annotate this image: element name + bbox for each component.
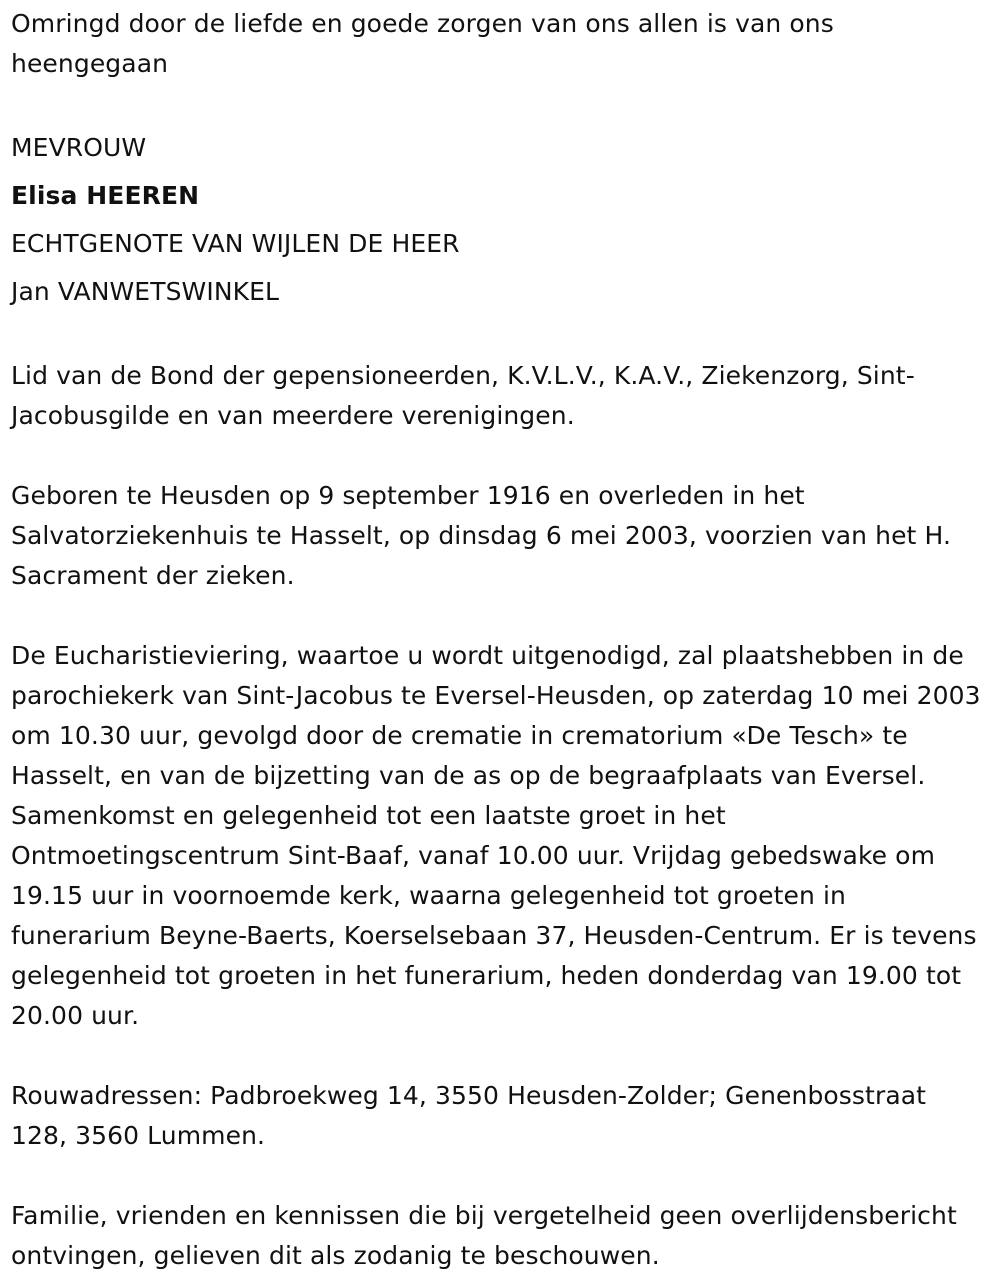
- spacer: [11, 1036, 990, 1076]
- deceased-name: Elisa HEEREN: [11, 181, 200, 210]
- spacer: [11, 596, 990, 636]
- closing-text: Familie, vrienden en kennissen die bij vergetelheid geen overlijdensbericht ontvingen, gelieven dit als zodanig te beschouwen.: [11, 1201, 957, 1270]
- membership-text: Lid van de Bond der gepensioneerden, K.V.L.V., K.A.V., Ziekenzorg, Sint-Jacobusgilde en van meerdere verenigingen.: [11, 361, 915, 430]
- spacer: [11, 316, 990, 356]
- birth-death-text: Geboren te Heusden op 9 september 1916 en overleden in het Salvatorziekenhuis te Hasselt, op dinsdag 6 mei 2003, voorzien van het H. Sacrament der zieken.: [11, 481, 952, 590]
- spouse-prefix: ECHTGENOTE VAN WIJLEN DE HEER: [11, 229, 460, 258]
- intro-text: Omringd door de liefde en goede zorgen van ons allen is van ons heengegaan: [11, 9, 834, 78]
- spacer: [11, 436, 990, 476]
- ceremony-text: De Eucharistieviering, waartoe u wordt uitgenodigd, zal plaatshebben in de parochiekerk van Sint-Jacobus te Eversel-Heusden, op zaterdag 10 mei 2003 om 10.30 uur, gevolgd door de crematie in crematorium «De Tesch» te Hasselt, en van de bijzetting van de as op de begraafplaats van Eversel. Samenkomst en gelegenheid tot een laatste groet in het Ontmoetingscentrum Sint-Baaf, vanaf 10.00 uur. Vrijdag gebedswake om 19.15 uur in voornoemde kerk, waarna gelegenheid tot groeten in funerarium Beyne-Baerts, Koerselsebaan 37, Heusden-Centrum. Er is tevens gelegenheid tot groeten in het funerarium, heden donderdag van 19.00 tot 20.00 uur.: [11, 641, 981, 1030]
- title-prefix: MEVROUW: [11, 133, 147, 162]
- spouse-name: Jan VANWETSWINKEL: [11, 277, 280, 306]
- addresses-text: Rouwadressen: Padbroekweg 14, 3550 Heusden-Zolder; Genenbosstraat 128, 3560 Lummen.: [11, 1081, 927, 1150]
- spacer: [11, 84, 990, 124]
- spacer: [11, 1156, 990, 1196]
